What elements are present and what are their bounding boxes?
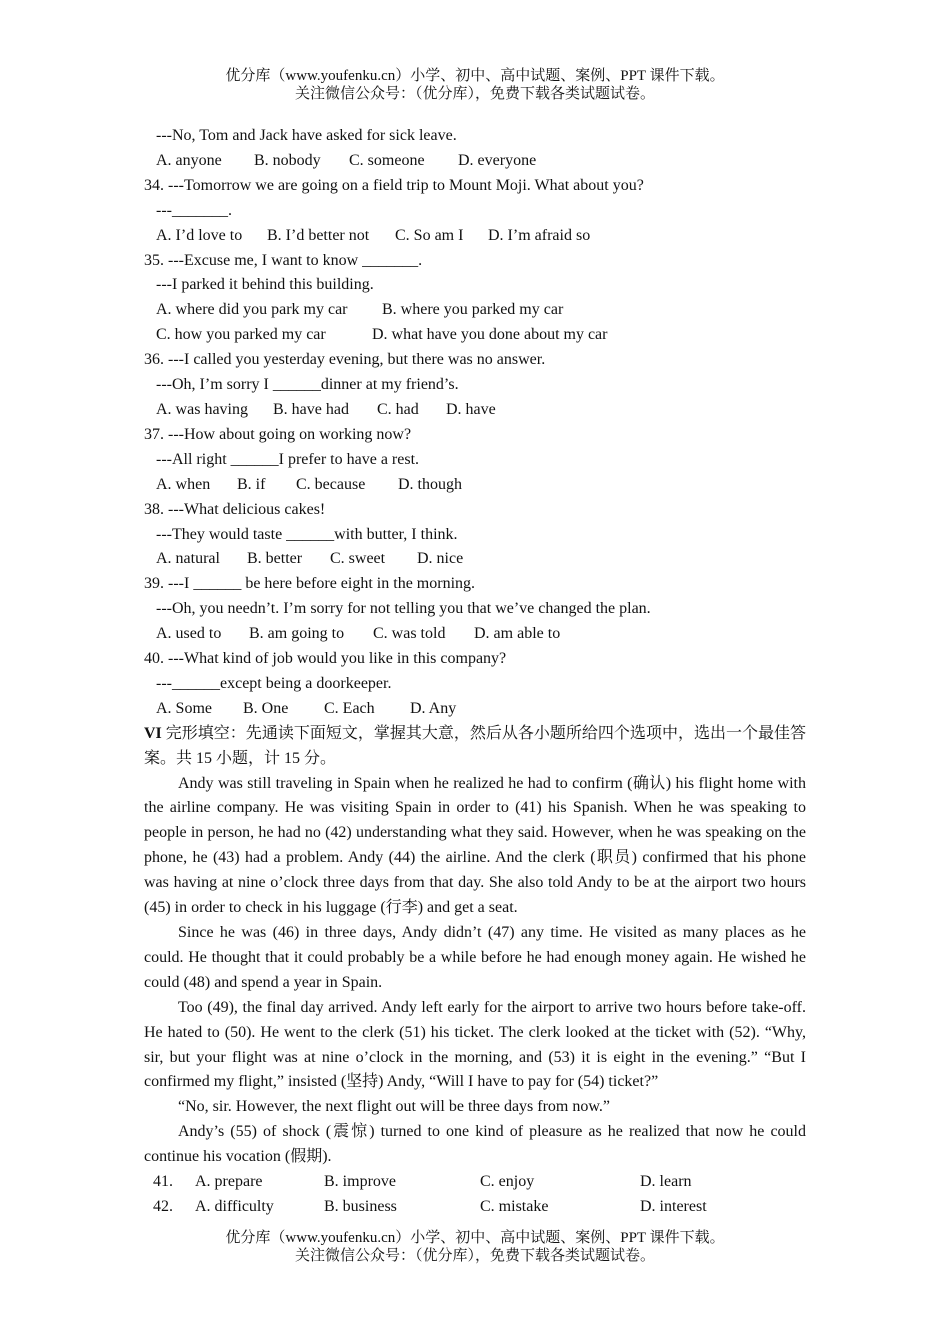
q39-question: 39. ---I ______ be here before eight in the morning. xyxy=(144,575,476,593)
answer-number: 42. xyxy=(153,1197,173,1215)
footer-line-2: 关注微信公众号：（优分库），免费下载各类试题试卷。 xyxy=(294,1248,655,1264)
footer-line-1: 优分库（www.youfenku.cn）小学、初中、高中试题、案例、PPT 课件下载。 xyxy=(225,1230,725,1246)
q38-answer: ---They would taste ______with butter, I think. xyxy=(156,525,458,543)
q38-option-a: A. natural xyxy=(156,550,220,568)
q33-option-d: D. everyone xyxy=(458,151,537,169)
section-6-numeral: VI xyxy=(144,724,162,742)
passage-paragraph-2: Since he was (46) in three days, Andy didn’t (47) any time. He visited as many places as he could. He thought that it could probably be a while before he had enough money again. He wished he could (48) and spend a year in Spain. xyxy=(144,924,806,991)
passage-paragraph-5: Andy’s (55) of shock (震惊) turned to one kind of pleasure as he realized that now he could continue his vocation (假期). xyxy=(144,1123,806,1166)
q33-answer: ---No, Tom and Jack have asked for sick leave. xyxy=(156,127,457,144)
q36-option-c: C. had xyxy=(377,400,419,418)
answer-option-d: D. learn xyxy=(640,1173,692,1191)
q34-option-a: A. I’d love to xyxy=(156,226,243,244)
q35-answer: ---I parked it behind this building. xyxy=(156,276,374,294)
answer-option-c: C. enjoy xyxy=(480,1173,535,1191)
q33-option-b: B. nobody xyxy=(254,151,321,169)
answer-option-b: B. improve xyxy=(324,1173,396,1191)
passage-paragraph-4: “No, sir. However, the next flight out will be three days from now.” xyxy=(178,1098,610,1116)
q39-answer: ---Oh, you needn’t. I’m sorry for not telling you that we’ve changed the plan. xyxy=(156,600,651,618)
q34-options xyxy=(144,224,806,249)
q37-option-d: D. though xyxy=(398,475,462,493)
q39-option-b: B. am going to xyxy=(249,625,345,643)
q40-option-a: A. Some xyxy=(156,699,212,717)
q38-question: 38. ---What delicious cakes! xyxy=(144,500,326,518)
q36-options xyxy=(144,398,806,423)
answer-option-d: D. interest xyxy=(640,1197,707,1215)
q37-option-b: B. if xyxy=(237,475,266,493)
q40-option-d: D. Any xyxy=(410,699,457,717)
q37-option-c: C. because xyxy=(296,475,366,493)
q40-question: 40. ---What kind of job would you like in this company? xyxy=(144,650,507,668)
q40-options xyxy=(144,697,806,722)
q38-option-b: B. better xyxy=(247,550,303,568)
page-header xyxy=(0,67,950,103)
q39-option-c: C. was told xyxy=(373,625,446,643)
q38-option-c: C. sweet xyxy=(330,550,386,568)
q33-option-c: C. someone xyxy=(349,151,425,169)
q35-option-b: B. where you parked my car xyxy=(382,301,564,319)
q34-option-b: B. I’d better not xyxy=(267,226,370,244)
answer-number: 41. xyxy=(153,1173,173,1191)
q37-answer: ---All right ______I prefer to have a rest. xyxy=(156,450,420,468)
q34-question: 34. ---Tomorrow we are going on a field trip to Mount Moji. What about you? xyxy=(144,176,644,194)
q35-option-c: C. how you parked my car xyxy=(156,326,326,344)
q35-option-d: D. what have you done about my car xyxy=(372,326,608,344)
q40-option-c: C. Each xyxy=(324,699,375,717)
answer-option-a: A. difficulty xyxy=(195,1197,274,1215)
answer-option-c: C. mistake xyxy=(480,1197,549,1215)
section-6-instruction xyxy=(144,722,806,772)
answer-row-41 xyxy=(144,1170,806,1195)
q33-options xyxy=(144,149,806,174)
q36-option-a: A. was having xyxy=(156,400,248,418)
answer-option-b: B. business xyxy=(324,1197,397,1215)
q37-option-a: A. when xyxy=(156,475,211,493)
page-footer xyxy=(0,1229,950,1265)
q39-option-a: A. used to xyxy=(156,625,222,643)
q39-options xyxy=(144,622,806,647)
passage-paragraph-3: Too (49), the final day arrived. Andy left early for the airport to arrive two hours before take-off. He hated to (50). He went to the clerk (51) his ticket. The clerk looked at the ticket with (52). “Why, sir, but your flight was at nine o’clock in the morning, and (53) it is eight in the evening.” “But I confirmed my flight,” insisted (坚持) Andy, “Will I have to pay for (54) ticket?” xyxy=(144,998,806,1091)
q40-option-b: B. One xyxy=(243,699,289,717)
answer-option-a: A. prepare xyxy=(195,1173,263,1191)
answer-row-42 xyxy=(144,1195,806,1220)
q36-answer: ---Oh, I’m sorry I ______dinner at my friend’s. xyxy=(156,376,459,394)
document-body xyxy=(144,124,806,1220)
q36-option-b: B. have had xyxy=(273,400,349,418)
q38-options xyxy=(144,547,806,572)
q35-options-row-1 xyxy=(144,298,806,323)
q34-option-c: C. So am I xyxy=(395,226,464,244)
section-6-instruction-text: 完形填空：先通读下面短文，掌握其大意，然后从各小题所给四个选项中，选出一个最佳答案。共 15 小题，计 15 分。 xyxy=(144,724,806,767)
q34-answer: ---_______. xyxy=(156,201,232,219)
q40-answer: ---______except being a doorkeeper. xyxy=(156,674,392,692)
q36-question: 36. ---I called you yesterday evening, but there was no answer. xyxy=(144,351,546,369)
q35-options-row-2 xyxy=(144,323,806,348)
q36-option-d: D. have xyxy=(446,400,496,418)
q34-option-d: D. I’m afraid so xyxy=(488,226,591,244)
passage-paragraph-1: Andy was still traveling in Spain when he realized he had to confirm (确认) his flight home with the airline company. He was visiting Spain in order to (41) his Spanish. When he was speaking to people in person, he had no (42) understanding what they said. However, when he was speaking on the phone, he (43) had a problem. Andy (44) the airline. And the clerk (职员) confirmed that his phone was having at nine o’clock three days from that day. She also told Andy to be at the airport two hours (45) in order to check in his luggage (行李) and get a seat. xyxy=(144,774,806,917)
q33-option-a: A. anyone xyxy=(156,151,222,169)
q35-option-a: A. where did you park my car xyxy=(156,301,348,319)
q37-question: 37. ---How about going on working now? xyxy=(144,425,412,443)
q35-question: 35. ---Excuse me, I want to know _______. xyxy=(144,251,423,269)
header-line-1: 优分库（www.youfenku.cn）小学、初中、高中试题、案例、PPT 课件下载。 xyxy=(225,68,725,84)
header-line-2: 关注微信公众号：（优分库），免费下载各类试题试卷。 xyxy=(294,86,655,102)
q38-option-d: D. nice xyxy=(417,550,464,568)
q39-option-d: D. am able to xyxy=(474,625,561,643)
q37-options xyxy=(144,473,806,498)
